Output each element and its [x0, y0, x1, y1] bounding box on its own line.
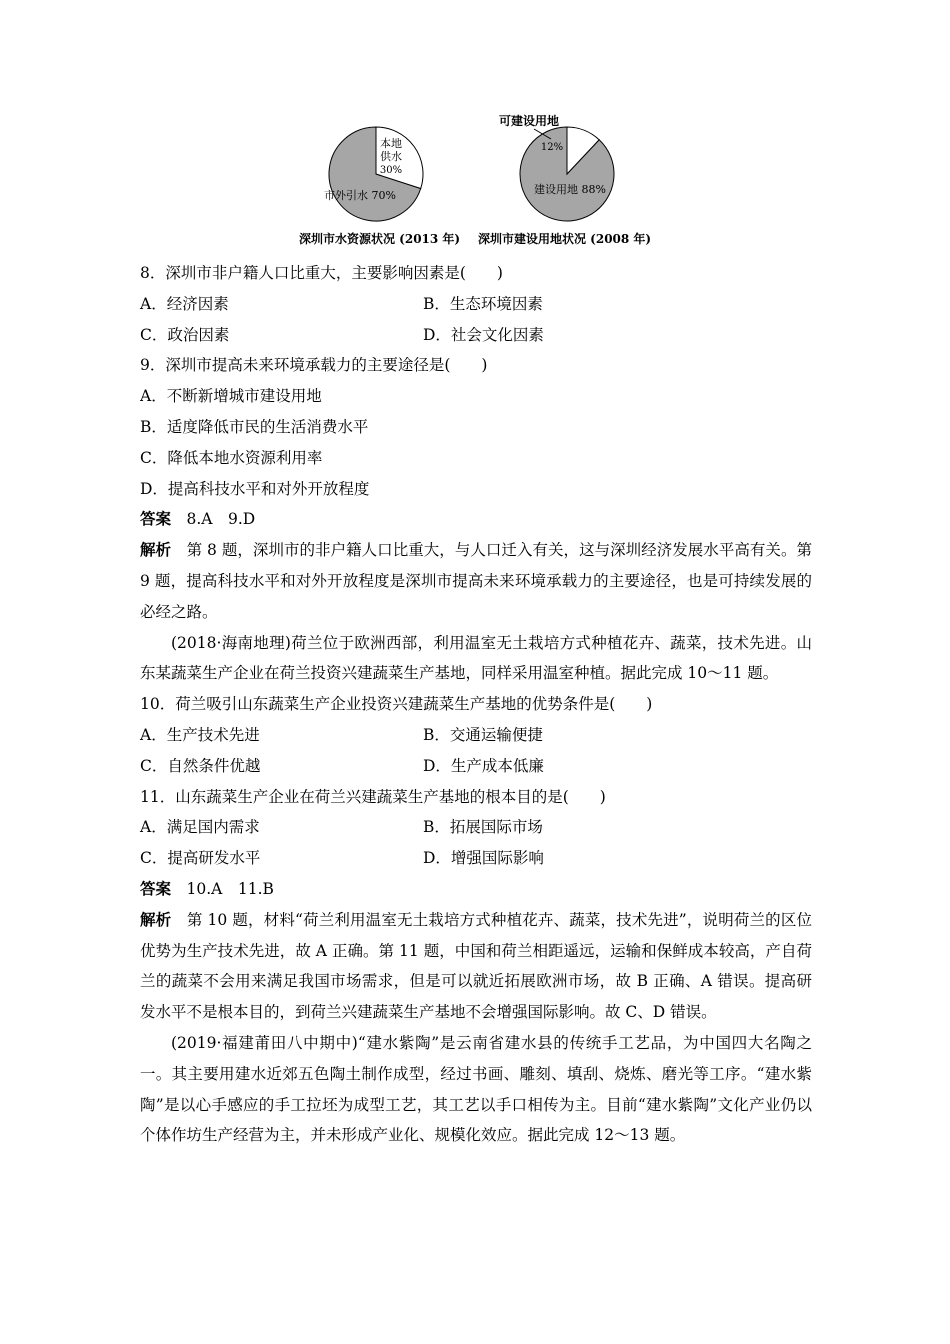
water-caption: 深圳市水资源状况 (2013 年) — [299, 232, 461, 246]
q8-option-c: C．政治因素 — [140, 325, 230, 344]
q10-stem: 10．荷兰吸引山东蔬菜生产企业投资兴建蔬菜生产基地的优势条件是( ) — [140, 695, 653, 714]
intro-10-11: (2018·海南地理)荷兰位于欧洲西部，利用温室无土栽培方式种植花卉、蔬菜，技术先进。山东某蔬菜生产企业在荷兰投资兴建蔬菜生产基地，同样采用温室种植。据此完成 10～11 题。 — [140, 633, 812, 683]
q11-option-a: A．满足国内需求 — [140, 818, 260, 837]
land-available-label: 可建设用地 — [498, 114, 560, 128]
water-local-value: 30% — [379, 165, 403, 176]
q11-options-row2 — [140, 843, 812, 874]
pie-charts-figure — [296, 108, 676, 254]
q9-option-c: C．降低本地水资源利用率 — [140, 448, 323, 467]
q10-option-a: A．生产技术先进 — [140, 725, 260, 744]
q9-option-b: B．适度降低市民的生活消费水平 — [140, 417, 369, 436]
q10-option-d: D．生产成本低廉 — [423, 756, 544, 775]
water-pie — [324, 127, 423, 221]
q8-stem: 8．深圳市非户籍人口比重大，主要影响因素是( ) — [140, 264, 503, 282]
water-external-label: 市外引水 70% — [324, 189, 396, 202]
q11-option-c: C．提高研发水平 — [140, 849, 261, 868]
document-body — [140, 258, 812, 1151]
land-used-label: 建设用地 88% — [534, 183, 606, 196]
land-available-value: 12% — [540, 142, 564, 153]
explanation-2 — [140, 905, 812, 1028]
q9-option-d: D．提高科技水平和对外开放程度 — [140, 479, 370, 498]
answer-1-label: 答案 — [140, 509, 172, 529]
explanation-1-text: 第 8 题，深圳市的非户籍人口比重大，与人口迁入有关，这与深圳经济发展水平高有关。第 9 题，提高科技水平和对外开放程度是深圳市提高未来环境承载力的主要途径，也是可持续发展的必经之路。 — [140, 541, 812, 621]
q8-option-a: A．经济因素 — [140, 294, 229, 313]
land-caption: 深圳市建设用地状况 (2008 年) — [478, 232, 652, 246]
land-pie — [499, 113, 614, 221]
answer-2 — [140, 874, 812, 905]
intro-12-13: (2019·福建莆田八中期中)“建水紫陶”是云南省建水县的传统手工艺品，为中国四大名陶之一。其主要用建水近郊五色陶土制作成型，经过书画、雕刻、填刮、烧炼、磨光等工序。“建水紫陶”是以心手感应的手工拉坯为成型工艺，其工艺以手口相传为主。目前“建水紫陶”文化产业仍以个体作坊生产经营为主，并未形成产业化、规模化效应。据此完成 12～13 题。 — [140, 1033, 812, 1145]
explanation-2-label: 解析 — [140, 909, 172, 929]
q11-options-row1 — [140, 812, 812, 843]
q8-options-row2 — [140, 320, 812, 351]
water-local-label-2: 供水 — [380, 150, 402, 163]
explanation-2-text: 第 10 题，材料“荷兰利用温室无土栽培方式种植花卉、蔬菜，技术先进”，说明荷兰的区位优势为生产技术先进，故 A 正确。第 11 题，中国和荷兰相距遥远，运输和保鲜成本较高，产自荷兰的蔬菜不会用来满足我国市场需求，但是可以就近拓展欧洲市场，故 B 正确、A 错误。提高研发水平不是根本目的，到荷兰兴建蔬菜生产基地不会增强国际影响。故 C、D 错误。 — [140, 910, 812, 1022]
water-local-label-1: 本地 — [380, 137, 402, 150]
q10-option-c: C．自然条件优越 — [140, 756, 261, 775]
answer-1 — [140, 504, 812, 535]
q11-stem: 11．山东蔬菜生产企业在荷兰兴建蔬菜生产基地的根本目的是( ) — [140, 787, 606, 806]
q10-option-b: B．交通运输便捷 — [423, 725, 543, 744]
explanation-1 — [140, 535, 812, 627]
q11-option-b: B．拓展国际市场 — [423, 818, 543, 837]
q10-options-row1 — [140, 720, 812, 751]
q10-options-row2 — [140, 751, 812, 782]
q9-stem: 9．深圳市提高未来环境承载力的主要途径是( ) — [140, 356, 488, 375]
q8-option-d: D．社会文化因素 — [423, 325, 544, 344]
q9-option-a: A．不断新增城市建设用地 — [140, 387, 322, 406]
answer-1-text: 8.A 9.D — [186, 510, 256, 529]
q8-options-row1 — [140, 289, 812, 320]
answer-2-text: 10.A 11.B — [186, 879, 274, 898]
q8-option-b: B．生态环境因素 — [423, 294, 543, 313]
answer-2-label: 答案 — [140, 878, 172, 898]
q11-option-d: D．增强国际影响 — [423, 849, 544, 868]
explanation-1-label: 解析 — [140, 540, 172, 560]
